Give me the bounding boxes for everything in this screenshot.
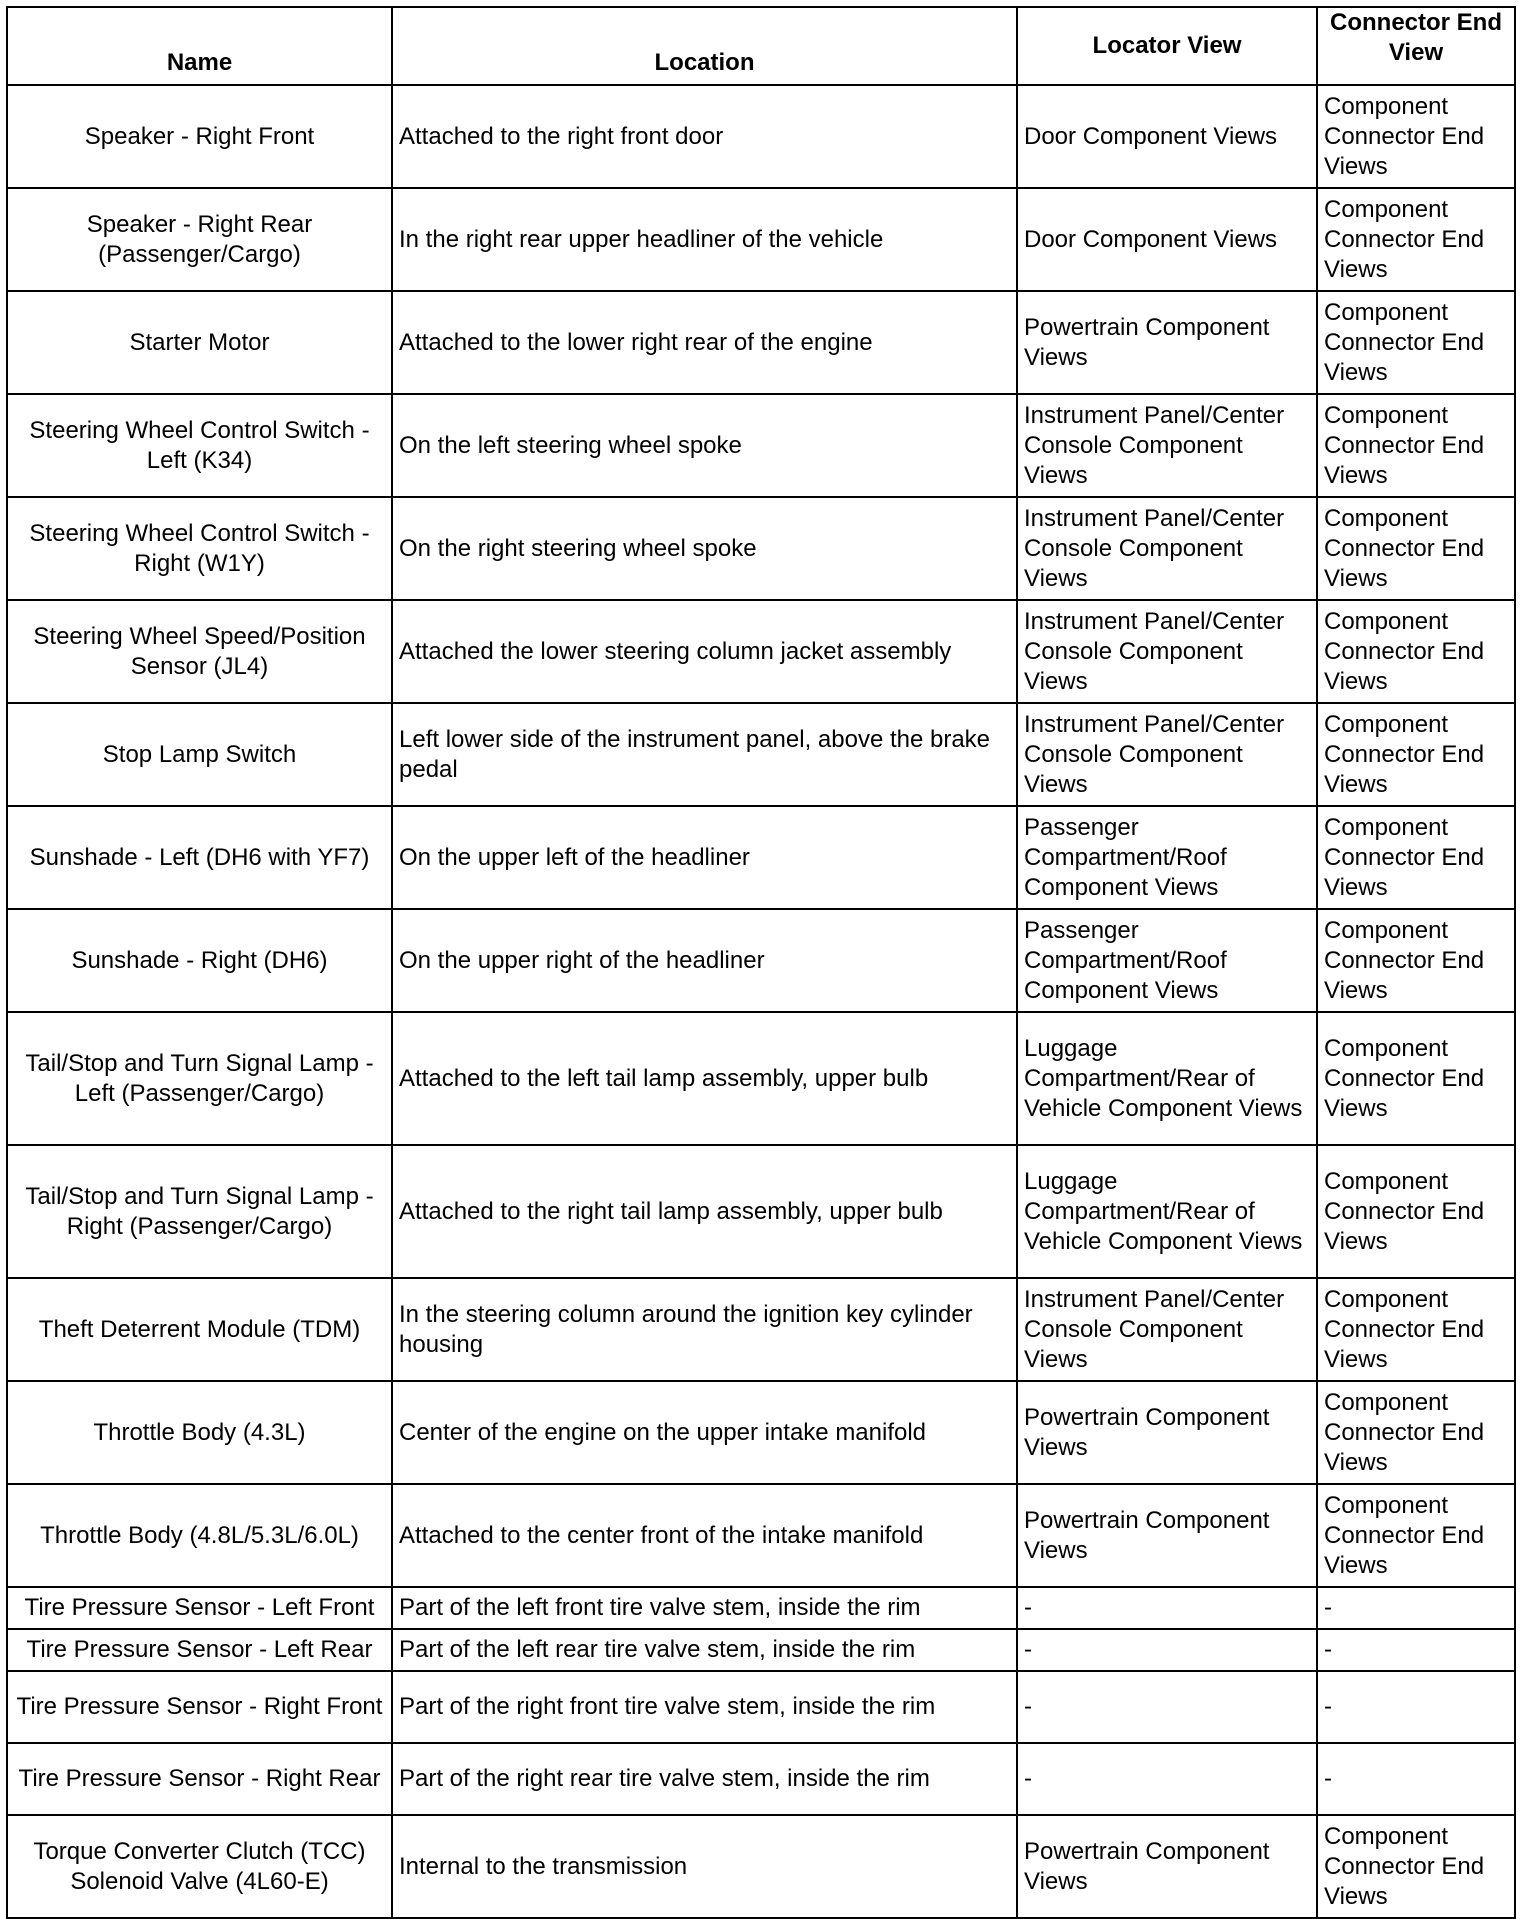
cell-locator-view[interactable]: Instrument Panel/Center Console Component Views	[1017, 394, 1317, 497]
cell-locator-view[interactable]: Instrument Panel/Center Console Component Views	[1017, 600, 1317, 703]
cell-connector-end-view: -	[1317, 1587, 1515, 1629]
table-row	[7, 806, 1515, 909]
cell-connector-end-view: -	[1317, 1629, 1515, 1671]
header-locator-view: Locator View	[1017, 7, 1317, 85]
cell-name: Starter Motor	[7, 291, 392, 394]
cell-name: Speaker - Right Front	[7, 85, 392, 188]
table-row	[7, 909, 1515, 1012]
cell-connector-end-view[interactable]: Component Connector End Views	[1317, 1145, 1515, 1278]
cell-locator-view[interactable]: Powertrain Component Views	[1017, 1815, 1317, 1918]
cell-location: Attached to the center front of the intake manifold	[392, 1484, 1017, 1587]
header-row	[7, 7, 1515, 85]
cell-connector-end-view[interactable]: Component Connector End Views	[1317, 1012, 1515, 1145]
cell-location: Attached the lower steering column jacket assembly	[392, 600, 1017, 703]
cell-location: Left lower side of the instrument panel, above the brake pedal	[392, 703, 1017, 806]
cell-name: Speaker - Right Rear (Passenger/Cargo)	[7, 188, 392, 291]
table-row	[7, 600, 1515, 703]
cell-name: Tire Pressure Sensor - Right Front	[7, 1671, 392, 1743]
cell-name: Sunshade - Left (DH6 with YF7)	[7, 806, 392, 909]
table-row	[7, 1012, 1515, 1145]
cell-connector-end-view[interactable]: Component Connector End Views	[1317, 497, 1515, 600]
cell-locator-view: -	[1017, 1743, 1317, 1815]
cell-locator-view: -	[1017, 1587, 1317, 1629]
table-row	[7, 1629, 1515, 1671]
cell-name: Tail/Stop and Turn Signal Lamp - Left (Passenger/Cargo)	[7, 1012, 392, 1145]
cell-locator-view[interactable]: Instrument Panel/Center Console Component Views	[1017, 1278, 1317, 1381]
table-row	[7, 1381, 1515, 1484]
cell-location: Part of the left front tire valve stem, inside the rim	[392, 1587, 1017, 1629]
cell-locator-view[interactable]: Door Component Views	[1017, 85, 1317, 188]
cell-name: Sunshade - Right (DH6)	[7, 909, 392, 1012]
cell-location: Part of the right front tire valve stem, inside the rim	[392, 1671, 1017, 1743]
cell-connector-end-view[interactable]: Component Connector End Views	[1317, 85, 1515, 188]
cell-location: In the right rear upper headliner of the vehicle	[392, 188, 1017, 291]
table-row	[7, 1671, 1515, 1743]
cell-connector-end-view[interactable]: Component Connector End Views	[1317, 1484, 1515, 1587]
cell-connector-end-view[interactable]: Component Connector End Views	[1317, 806, 1515, 909]
table-row	[7, 188, 1515, 291]
table-row	[7, 291, 1515, 394]
header-name: Name	[7, 7, 392, 85]
cell-locator-view[interactable]: Luggage Compartment/Rear of Vehicle Component Views	[1017, 1012, 1317, 1145]
cell-location: Part of the left rear tire valve stem, inside the rim	[392, 1629, 1017, 1671]
table-row	[7, 1484, 1515, 1587]
cell-location: In the steering column around the ignition key cylinder housing	[392, 1278, 1017, 1381]
cell-location: Attached to the right tail lamp assembly, upper bulb	[392, 1145, 1017, 1278]
table-row	[7, 703, 1515, 806]
cell-connector-end-view[interactable]: Component Connector End Views	[1317, 1815, 1515, 1918]
table-row	[7, 1743, 1515, 1815]
cell-location: On the upper right of the headliner	[392, 909, 1017, 1012]
cell-name: Steering Wheel Control Switch - Left (K34)	[7, 394, 392, 497]
table-row	[7, 1587, 1515, 1629]
cell-locator-view: -	[1017, 1671, 1317, 1743]
cell-locator-view[interactable]: Instrument Panel/Center Console Component Views	[1017, 497, 1317, 600]
cell-location: On the left steering wheel spoke	[392, 394, 1017, 497]
table-row	[7, 1145, 1515, 1278]
table-row	[7, 1278, 1515, 1381]
cell-connector-end-view: -	[1317, 1743, 1515, 1815]
cell-name: Steering Wheel Control Switch - Right (W1Y)	[7, 497, 392, 600]
cell-name: Throttle Body (4.3L)	[7, 1381, 392, 1484]
cell-connector-end-view[interactable]: Component Connector End Views	[1317, 600, 1515, 703]
cell-name: Steering Wheel Speed/Position Sensor (JL4)	[7, 600, 392, 703]
cell-locator-view[interactable]: Passenger Compartment/Roof Component Views	[1017, 909, 1317, 1012]
cell-locator-view[interactable]: Powertrain Component Views	[1017, 1484, 1317, 1587]
cell-locator-view[interactable]: Instrument Panel/Center Console Component Views	[1017, 703, 1317, 806]
cell-location: On the right steering wheel spoke	[392, 497, 1017, 600]
cell-connector-end-view[interactable]: Component Connector End Views	[1317, 1381, 1515, 1484]
cell-name: Throttle Body (4.8L/5.3L/6.0L)	[7, 1484, 392, 1587]
cell-connector-end-view[interactable]: Component Connector End Views	[1317, 703, 1515, 806]
cell-name: Tire Pressure Sensor - Right Rear	[7, 1743, 392, 1815]
cell-name: Torque Converter Clutch (TCC) Solenoid Valve (4L60-E)	[7, 1815, 392, 1918]
cell-connector-end-view[interactable]: Component Connector End Views	[1317, 1278, 1515, 1381]
cell-connector-end-view: -	[1317, 1671, 1515, 1743]
cell-locator-view: -	[1017, 1629, 1317, 1671]
component-locator-table	[6, 6, 1516, 1919]
table-row	[7, 497, 1515, 600]
cell-location: Attached to the left tail lamp assembly, upper bulb	[392, 1012, 1017, 1145]
cell-name: Theft Deterrent Module (TDM)	[7, 1278, 392, 1381]
cell-connector-end-view[interactable]: Component Connector End Views	[1317, 291, 1515, 394]
cell-locator-view[interactable]: Door Component Views	[1017, 188, 1317, 291]
cell-name: Tail/Stop and Turn Signal Lamp - Right (Passenger/Cargo)	[7, 1145, 392, 1278]
header-connector-end-view: Connector End View	[1317, 7, 1515, 85]
cell-location: Attached to the lower right rear of the engine	[392, 291, 1017, 394]
cell-locator-view[interactable]: Powertrain Component Views	[1017, 1381, 1317, 1484]
cell-location: On the upper left of the headliner	[392, 806, 1017, 909]
cell-connector-end-view[interactable]: Component Connector End Views	[1317, 394, 1515, 497]
cell-locator-view[interactable]: Passenger Compartment/Roof Component Views	[1017, 806, 1317, 909]
cell-location: Internal to the transmission	[392, 1815, 1017, 1918]
cell-connector-end-view[interactable]: Component Connector End Views	[1317, 188, 1515, 291]
table-row	[7, 85, 1515, 188]
cell-name: Tire Pressure Sensor - Left Front	[7, 1587, 392, 1629]
table-row	[7, 1815, 1515, 1918]
cell-locator-view[interactable]: Luggage Compartment/Rear of Vehicle Component Views	[1017, 1145, 1317, 1278]
cell-location: Center of the engine on the upper intake manifold	[392, 1381, 1017, 1484]
cell-location: Attached to the right front door	[392, 85, 1017, 188]
cell-connector-end-view[interactable]: Component Connector End Views	[1317, 909, 1515, 1012]
cell-location: Part of the right rear tire valve stem, inside the rim	[392, 1743, 1017, 1815]
cell-name: Tire Pressure Sensor - Left Rear	[7, 1629, 392, 1671]
cell-name: Stop Lamp Switch	[7, 703, 392, 806]
table-row	[7, 394, 1515, 497]
header-location: Location	[392, 7, 1017, 85]
cell-locator-view[interactable]: Powertrain Component Views	[1017, 291, 1317, 394]
